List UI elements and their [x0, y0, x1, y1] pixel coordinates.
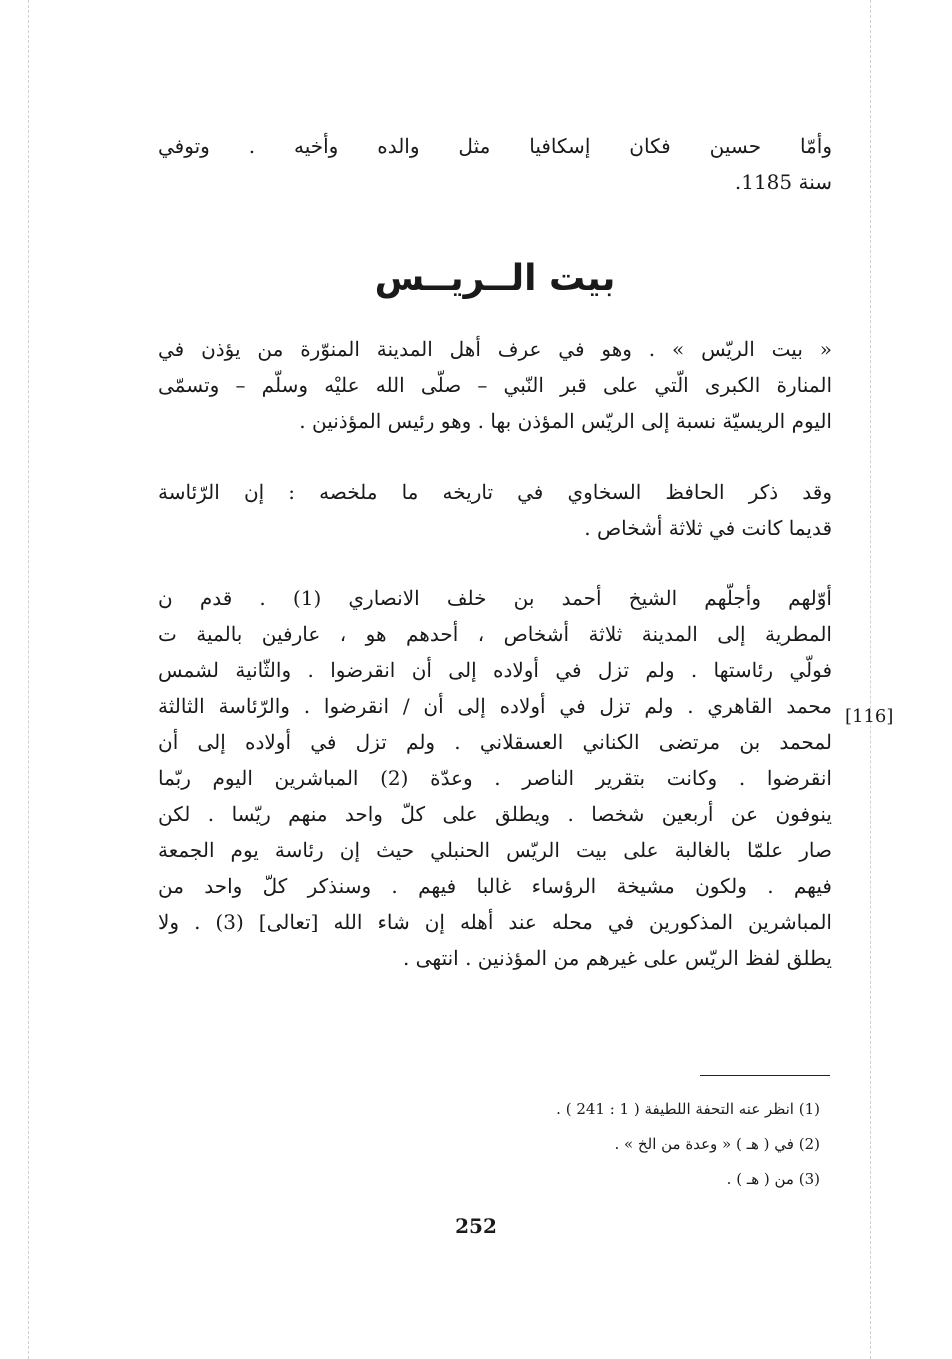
section-title: بيت الــريــس [374, 258, 616, 299]
paragraph-2 [158, 474, 832, 546]
text-line: انقرضوا . وكانت بتقرير الناصر . وعدّة (2) المباشرين اليوم ربّما [158, 766, 832, 790]
page-number: 252 [455, 1214, 497, 1238]
text-line: لمحمد بن مرتضى الكناني العسقلاني . ولم تزل في أولاده إلى أن [158, 730, 832, 754]
scan-guide-left [28, 0, 29, 1359]
paragraph-1 [158, 331, 832, 439]
text-line: يطلق لفظ الريّس على غيرهم من المؤذنين . انتهى . [402, 946, 832, 970]
text-line: ينوفون عن أربعين شخصا . ويطلق على كلّ واحد منهم ريّسا . لكن [158, 802, 832, 826]
footnote: (3) من ( هـ ) . [726, 1170, 820, 1188]
footnotes [400, 1092, 820, 1197]
text-line: المنارة الكبرى الّتي على قبر النّبي – صلّى الله عليْه وسلّم – وتسمّى [158, 373, 832, 397]
scan-guide-right [870, 0, 871, 1359]
text-line: اليوم الريسيّة نسبة إلى الريّس المؤذن بها . وهو رئيس المؤذنين . [299, 409, 832, 433]
footnote: (1) انظر عنه التحفة اللطيفة ( 1 : 241 ) . [556, 1100, 820, 1118]
footnote-divider [700, 1075, 830, 1076]
text-line: قديما كانت في ثلاثة أشخاص . [584, 516, 832, 540]
text-line: فيهم . ولكون مشيخة الرؤساء غالبا فيهم . وسنذكر كلّ واحد من [158, 874, 832, 898]
text-line: « بيت الريّس » . وهو في عرف أهل المدينة المنوّرة من يؤذن في [158, 337, 832, 361]
text-line: فولّي رئاستها . ولم تزل في أولاده إلى أن انقرضوا . والثّانية لشمس [158, 658, 832, 682]
text-line: سنة 1185. [734, 170, 832, 194]
text-line: المباشرين المذكورين في محله عند أهله إن شاء الله [تعالى] (3) . ولا [158, 910, 832, 934]
paragraph-3 [158, 580, 832, 976]
intro-paragraph [158, 128, 832, 200]
text-line: وأمّا حسين فكان إسكافيا مثل والده وأخيه . وتوفي [158, 134, 832, 158]
text-line: وقد ذكر الحافظ السخاوي في تاريخه ما ملخصه : إن الرّئاسة [158, 480, 832, 504]
text-line: المطرية إلى المدينة ثلاثة أشخاص ، أحدهم هو ، عارفين بالمية ت [158, 622, 832, 646]
footnote: (2) في ( هـ ) « وعدة من الخ » . [614, 1135, 820, 1153]
text-line: محمد القاهري . ولم تزل في أولاده إلى أن / انقرضوا . والرّئاسة الثالثة [158, 694, 832, 718]
margin-folio-note: [116] [845, 706, 894, 727]
text-line: صار علمّا بالغالبة على بيت الريّس الحنبلي حيث إن رئاسة يوم الجمعة [158, 838, 832, 862]
text-line: أوّلهم وأجلّهم الشيخ أحمد بن خلف الانصاري (1) . قدم ن [158, 586, 832, 610]
